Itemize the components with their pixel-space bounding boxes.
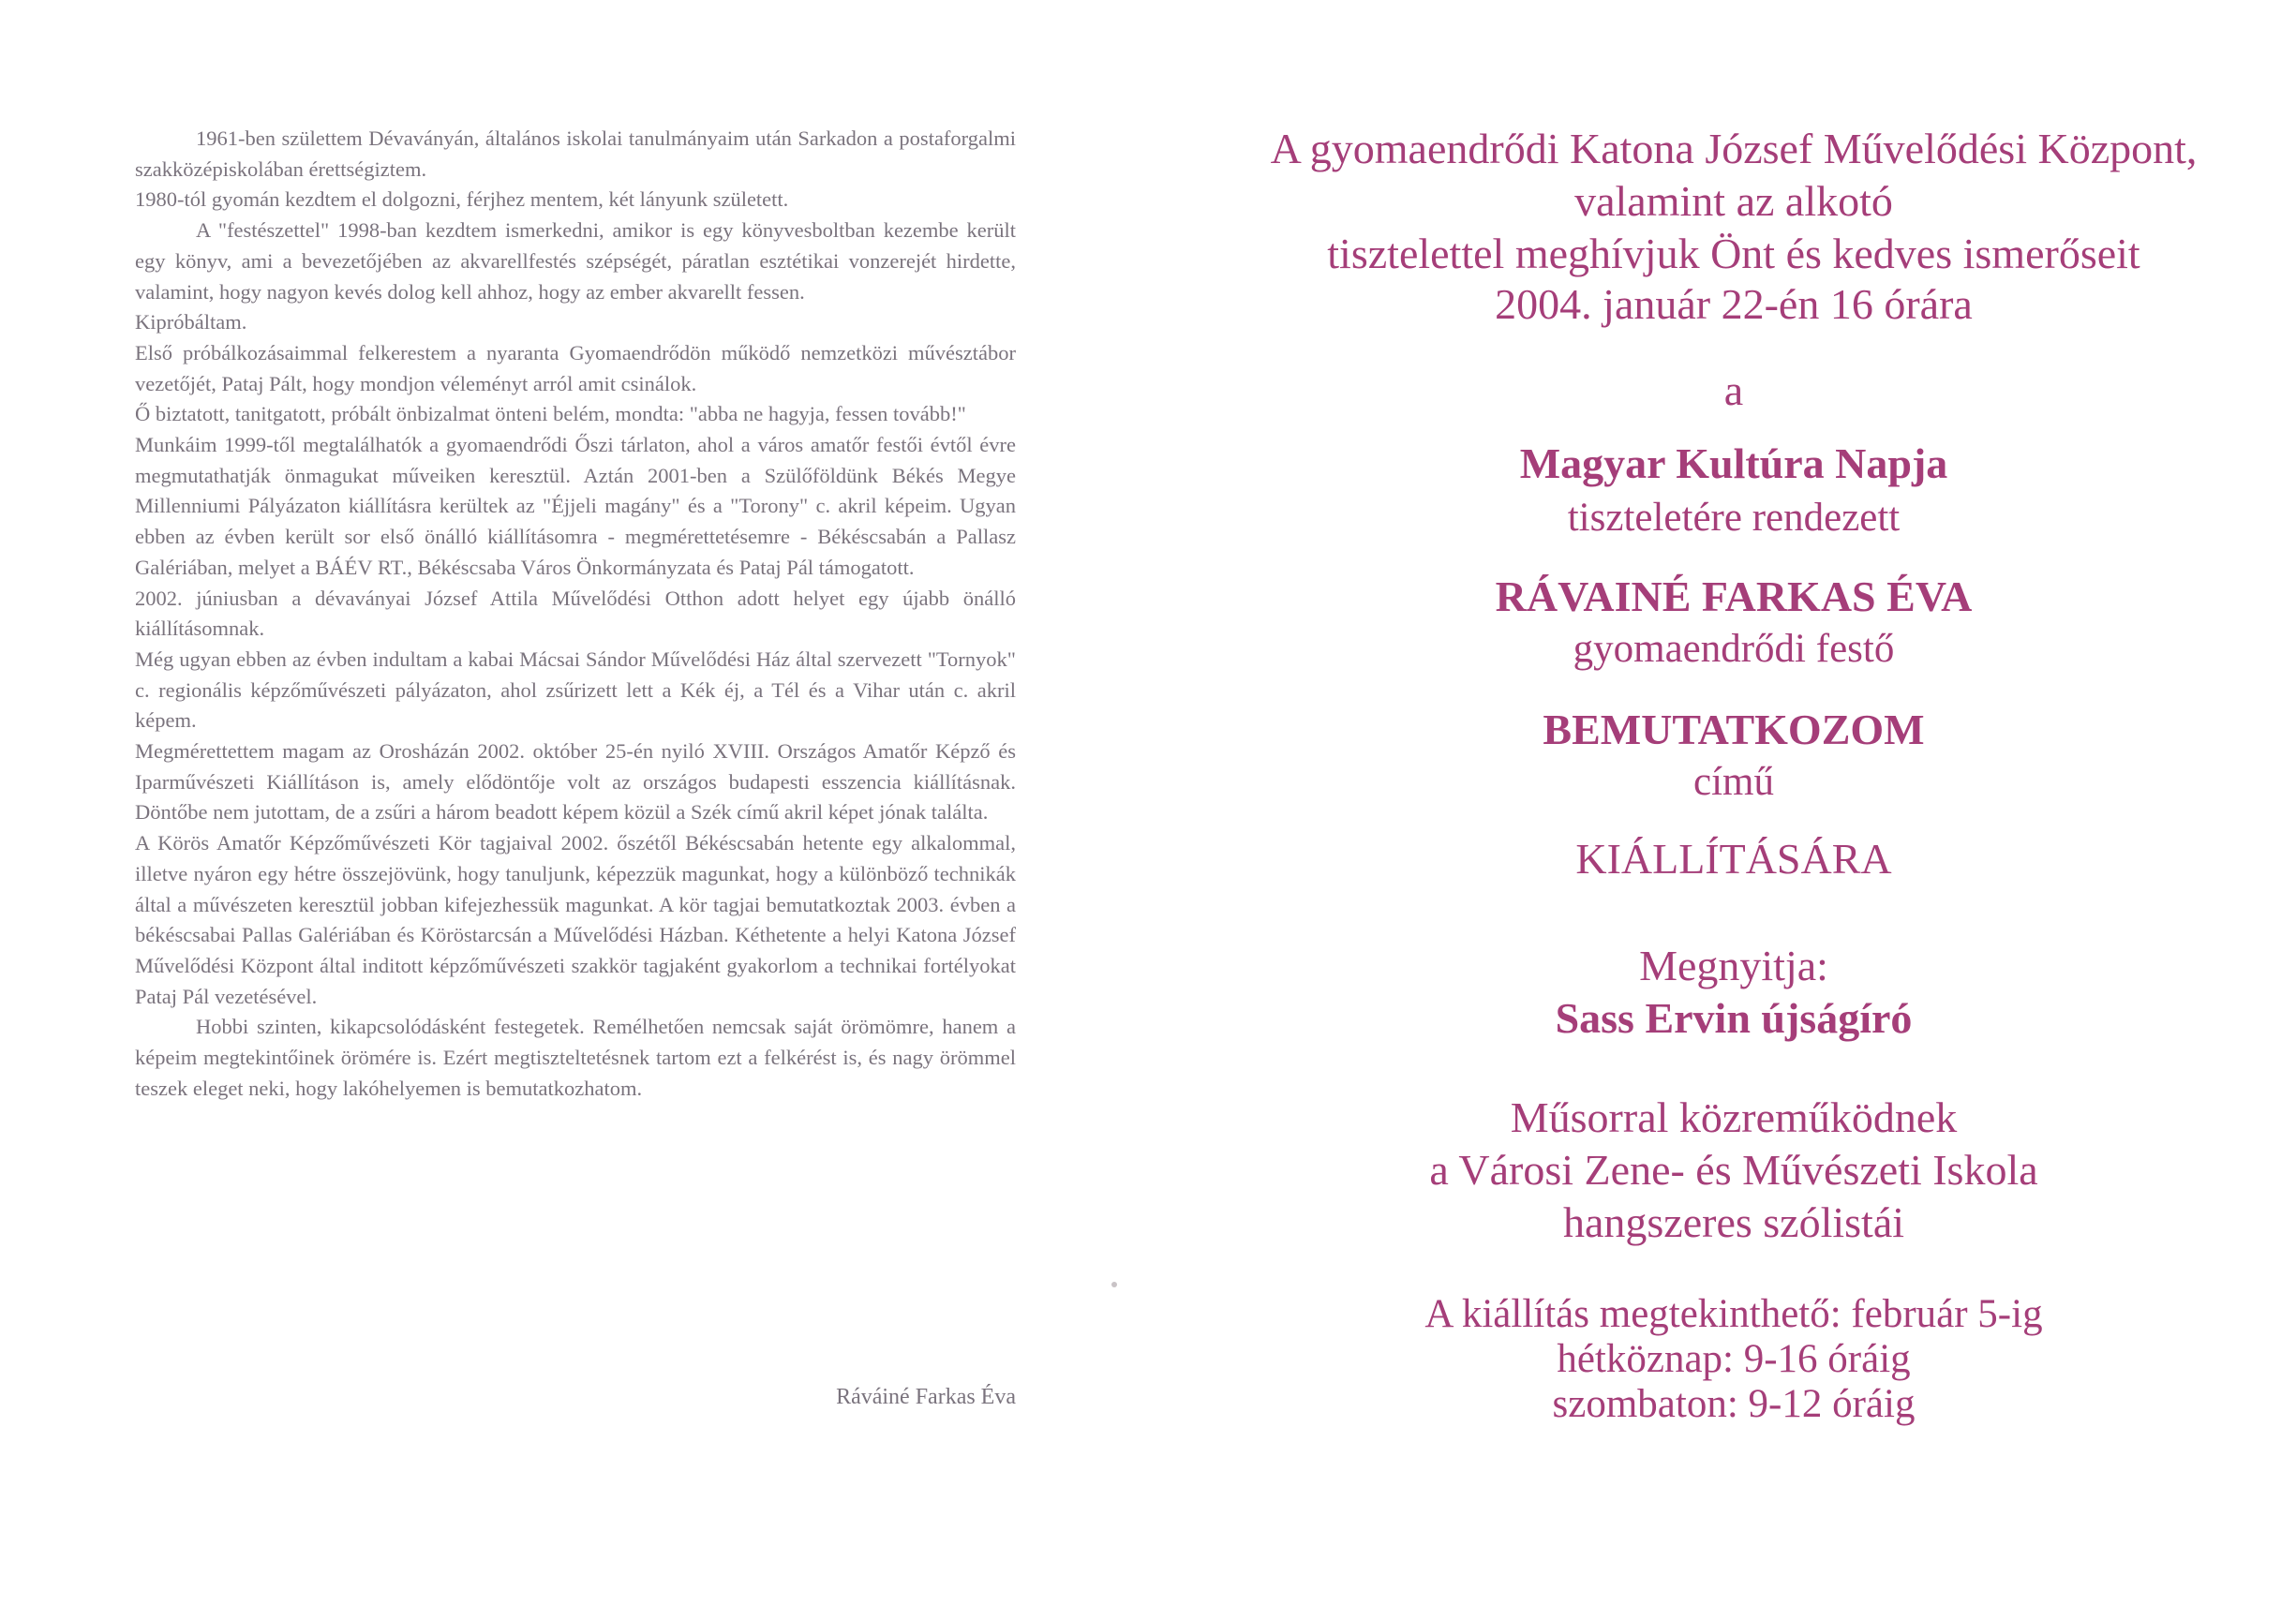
occasion-sub: tiszteletére rendezett <box>1567 496 1901 540</box>
organizer-line: valamint az alkotó <box>1574 177 1893 225</box>
organizer-line: A gyomaendrődi Katona József Művelődési Központ, <box>1270 125 2198 172</box>
weekday-hours: hétköznap: 9-16 óráig <box>1557 1337 1911 1381</box>
bio-paragraph: A "festészettel" 1998-ban kezdtem ismerkedni, amikor is egy könyvesboltban kezembe került egy könyv, ami a bevezetőjében az akvarellfestés szépségét, páratlan esztétikai vonzerejét hirdette, valamint, hogy nagyon kevés dolog kell ahhoz, hogy az ember akvarellt fessen. <box>135 218 1016 304</box>
bio-paragraph: Első próbálkozásaimmal felkerestem a nyaranta Gyomaendrődön működő nemzetközi művésztábor vezetőjét, Pataj Pált, hogy mondjon véleményt arról amit csinálok. <box>135 340 1016 395</box>
music-line: a Városi Zene- és Művészeti Iskola <box>1429 1146 2038 1194</box>
bio-paragraph: Ő biztatott, tanitgatott, próbált önbizalmat önteni belém, mondta: "abba ne hagyja, fessen tovább!" <box>135 402 966 426</box>
fold-mark <box>1111 1282 1117 1287</box>
invitation-panel <box>1218 0 2249 1620</box>
saturday-hours: szombaton: 9-12 óráig <box>1552 1382 1916 1426</box>
bio-paragraph: Kipróbáltam. <box>135 310 247 334</box>
signature: Ráváiné Farkas Éva <box>836 1385 1016 1409</box>
date-line: 2004. január 22-én 16 órára <box>1495 280 1973 328</box>
bio-paragraph: 1980-tól gyomán kezdtem el dolgozni, férjhez mentem, két lányunk született. <box>135 187 789 212</box>
occasion: Magyar Kultúra Napja <box>1519 439 1948 487</box>
bio-paragraph: 1961-ben születtem Dévaványán, általános iskolai tanulmányaim után Sarkadon a postaforgalmi szakközépiskolában érettségiztem. <box>135 126 1016 181</box>
title-sub: című <box>1693 760 1774 804</box>
exhibition-label: KIÁLLÍTÁSÁRA <box>1575 835 1892 883</box>
bio-paragraph: A Körös Amatőr Képzőművészeti Kör tagjaival 2002. őszétől Békéscsabán hetente egy alkalommal, illetve nyáron egy hétre összejövünk, hogy tanuljunk, képezzük magunkat, hogy a különböző technikák által a művészeten keresztül jobban kifejezhessük magunkat. A kör tagjai bemutatkoztak 2003. évben a békéscsabai Pallas Galériában és Köröstarcsán a Művelődési Házban. Kéthetente a helyi Katona József Művelődési Központ által inditott képzőművészeti szakkör tagjaként gyakorlom a technikai fortélyokat Pataj Pál vezetésével. <box>135 831 1016 1008</box>
bio-paragraph: Hobbi szinten, kikapcsolódásként festegetek. Remélhetően nemcsak saját örömömre, hanem a képeim megtekintőinek örömére is. Ezért megtiszteltetésnek tartom ezt a felkérést is, és nagy örömmel teszek eleget neki, hogy lakóhelyemen is bemutatkozhatom. <box>135 1015 1016 1100</box>
viewing-line: A kiállítás megtekinthető: február 5-ig <box>1424 1292 2043 1336</box>
bio-paragraph: Még ugyan ebben az évben indultam a kabai Mácsai Sándor Művelődési Ház által szervezett "Tornyok" c. regionális képzőművészeti pályázaton, ahol zsűrizett lett a Kék éj, a Tél és a Vihar után c. akril képem. <box>135 647 1016 733</box>
article: a <box>1723 366 1744 414</box>
artist-name: RÁVAINÉ FARKAS ÉVA <box>1495 572 1973 620</box>
artist-sub: gyomaendrődi festő <box>1573 627 1895 671</box>
bio-paragraph: 2002. júniusban a dévaványai József Attila Művelődési Otthon adott helyet egy újabb önálló kiállításomnak. <box>135 586 1016 641</box>
music-line: hangszeres szólistái <box>1562 1198 1905 1246</box>
music-line: Műsorral közreműködnek <box>1510 1093 1958 1141</box>
exhibition-title: BEMUTATKOZOM <box>1543 706 1925 753</box>
opener-name: Sass Ervin újságíró <box>1555 994 1913 1042</box>
invite-line: tisztelettel meghívjuk Önt és kedves ismerőseit <box>1327 230 2140 277</box>
biography-text <box>135 124 1016 1105</box>
bio-paragraph: Megmérettettem magam az Orosházán 2002. október 25-én nyiló XVIII. Országos Amatőr Képző és Iparművészeti Kiállításon is, amely elődöntője volt az országos budapesti esszencia kiállításnak. Döntőbe nem jutottam, de a zsűri a három beadott képem közül a Szék című akril képet jónak találta. <box>135 739 1016 825</box>
opener-label: Megnyitja: <box>1639 942 1828 989</box>
bio-paragraph: Munkáim 1999-től megtalálhatók a gyomaendrődi Őszi tárlaton, ahol a város amatőr festői évtől évre megmutathatják önmagukat műveiken keresztül. Aztán 2001-ben a Szülőföldünk Békés Megye Millenniumi Pályázaton kiállításra kerültek az "Éjjeli magány" és a "Torony" c. akril képeim. Ugyan ebben az évben került sor első önálló kiállításomra - megmérettetésemre - Békéscsabán a Pallasz Galériában, melyet a BÁÉV RT., Békéscsaba Város Önkormányzata és Pataj Pál támogatott. <box>135 433 1016 579</box>
